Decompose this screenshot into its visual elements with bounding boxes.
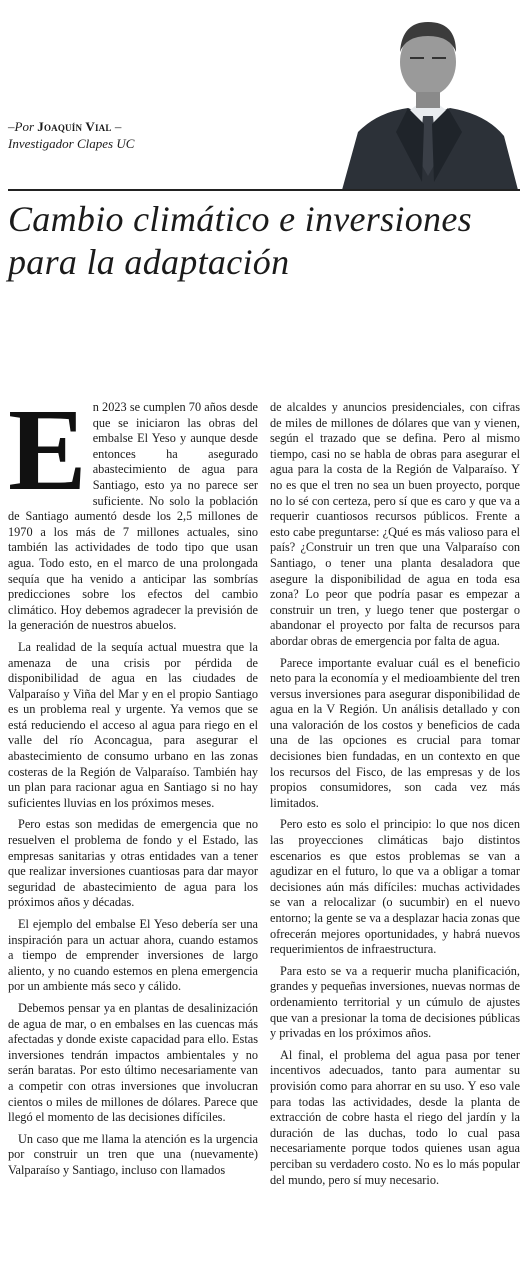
paragraph: Un caso que me llama la atención es la urgencia por construir un tren que una (nuevamente) Valparaíso y Santiago, incluso con llamados: [8, 1131, 258, 1177]
drop-cap: E: [8, 384, 87, 515]
byline-suffix: –: [111, 119, 122, 134]
author-portrait: [338, 12, 520, 190]
paragraph: Al final, el problema del agua pasa por tener incentivos adecuados, tanto para aumentar su provisión como para ahorrar en su uso. Y eso vale para todas las actividades, desde la planta de extracción de cobre hasta el riego del jardín y la duración de las duchas, todo lo cual pasa necesariamente porque todos quienes usan agua perciban su verdadero costo. No es lo más popular del mundo, pero sí muy necesario.: [270, 1047, 520, 1187]
byline: [8, 118, 134, 152]
article-column-left: [8, 384, 258, 1185]
header-rule: [8, 189, 520, 191]
paragraph: La realidad de la sequía actual muestra que la amenaza de una crisis por pérdida de disponibilidad de agua en las ciudades de Valparaíso y Viña del Mar y en el propio Santiago es un problema real y urgente. Ya vemos que se está reduciendo el acceso al agua para riego en el valle del río Aconcagua, para asegurar el abastecimiento de consumo urbano en las zonas costeras de la Región de Valparaíso. También hay un plan para racionar agua en Santiago si no hay suficientes lluvias en los próximos meses.: [8, 639, 258, 810]
paragraph: El ejemplo del embalse El Yeso debería ser una inspiración para un actuar ahora, cuando estamos a tiempo de emprender inversiones de largo aliento, y no cuando estemos en plena emergencia por un ambiente más seco y cálido.: [8, 917, 258, 994]
author-name: Joaquín Vial: [37, 119, 112, 134]
paragraph: Para esto se va a requerir mucha planificación, grandes y pequeñas inversiones, nuevas normas de ordenamiento territorial y un cúmulo de ajustes que van a presionar la toma de decisiones públicas y privadas en los próximos años.: [270, 963, 520, 1041]
paragraph: [8, 384, 258, 634]
article-headline: Cambio climático e inversiones para la adaptación: [8, 199, 472, 282]
paragraph: Pero estas son medidas de emergencia que no resuelven el problema de fondo y el Estado, las empresas sanitarias y otras entidades van a tener que realizar inversiones cuantiosas para dar mayor seguridad de abastecimiento de agua para los próximos años y décadas.: [8, 817, 258, 910]
paragraph: de alcaldes y anuncios presidenciales, con cifras de miles de millones de dólares que van y vienen, según el trazado que se defina. Pero al mismo tiempo, casi no se habla de obras para asegurar el agua para la costa de la Región de Valparaíso. Y no es que el tren no sea un buen proyecto, porque no lo sé con certeza, pero sí que es caro y que va a requerir cuantiosos recursos públicos. Frente a esto cabe preguntarse: ¿Qué es más valioso para el país? ¿Construir un tren que una Valparaíso con Santiago, o tener una planta desaladora que asegure la disponibilidad de agua en toda esa zona? Lo peor que podría pasar es empezar a construir un tren, y luego tener que postergar o abandonar el proyecto por falta de recursos para abordar obras de emergencia por falta de agua.: [270, 400, 520, 648]
article-column-right: [270, 400, 520, 1194]
byline-prefix: –Por: [8, 119, 38, 134]
author-role: Investigador Clapes UC: [8, 136, 135, 151]
paragraph: Pero esto es solo el principio: lo que nos dicen las proyecciones climáticas bajo distintos escenarios es que estos problemas se van a agudizar en el futuro, lo que va a obligar a tomar decisiones aún más difíciles: muchas actividades se van a relocalizar (o sucumbir) en el nuevo entorno; la gente se va a desplazar hacia zonas que ofrecerán mejores oportunidades, y habrá nuevos requerimientos de infraestructura.: [270, 817, 520, 957]
paragraph: Parece importante evaluar cuál es el beneficio neto para la economía y el medioambiente del tren versus inversiones para asegurar disponibilidad de agua en la V Región. Un análisis detallado y con una valoración de los costos y beneficios de cada una de las opciones es crucial para tomar decisiones bien fundadas, en un contexto en que los recursos del Fisco, de las empresas y de los propios consumidores, son cada vez más limitados.: [270, 655, 520, 810]
paragraph-text: n 2023 se cumplen 70 años desde que se iniciaron las obras del embalse El Yeso y aunque desde entonces ha asegurado abastecimiento de agua para Santiago, esto ya no parece ser suficiente. No solo la población de Santiago aumentó desde los 2,5 millones de 1970 a los más de 7 millones actuales, sino también las actividades de todo tipo que usan agua. Todo esto, en el marco de una prolongada sequía que ha venido a anticipar las sombrías predicciones sobre los efectos del cambio climático. Hoy debemos agradecer la previsión de la generación de nuestros abuelos.: [8, 400, 258, 633]
byline-author-line: [8, 118, 134, 135]
paragraph: Debemos pensar ya en plantas de desalinización de agua de mar, o en embalses en las cuencas más afectadas y donde existe capacidad para ello. Estas inversiones tendrán impactos ambientales y no serán baratas. Por esto último necesariamente van a competir con otras inversiones que involucran cientos o miles de millones de dólares. Parece que llegó el momento de las decisiones difíciles.: [8, 1000, 258, 1125]
